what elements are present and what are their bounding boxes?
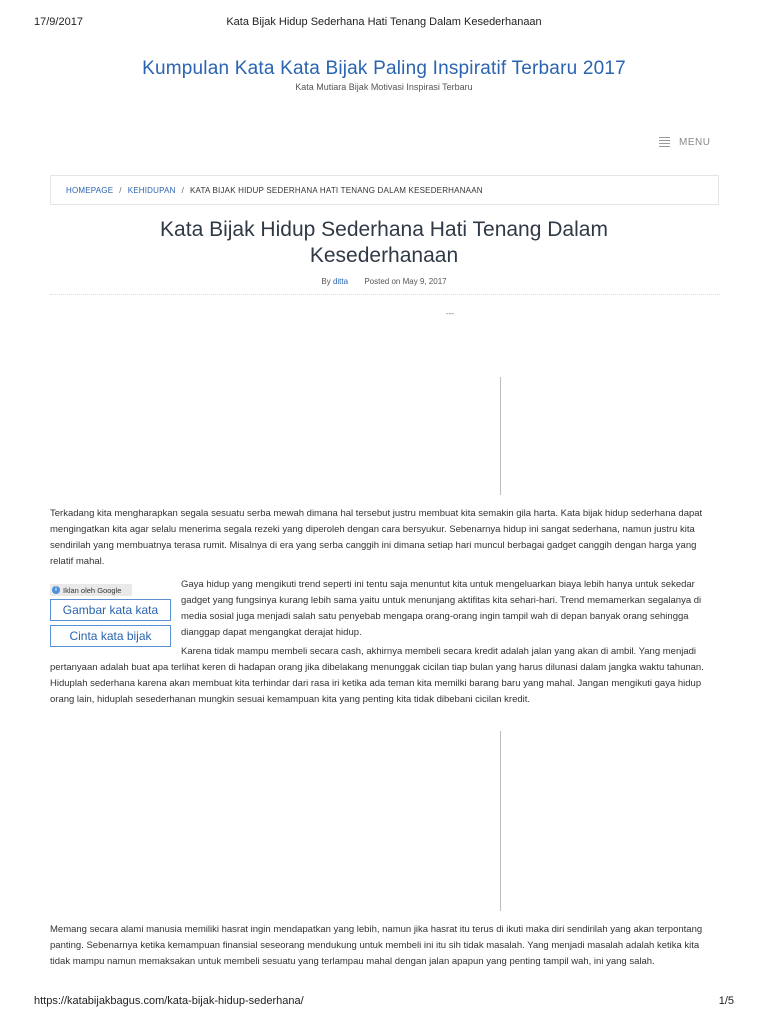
menu-button[interactable]: [659, 135, 710, 149]
post-date: May 9, 2017: [402, 277, 447, 286]
ad-link-gambar-kata-kata[interactable]: Gambar kata kata: [50, 599, 171, 621]
meta-divider: [50, 294, 720, 295]
print-date: 17/9/2017: [34, 16, 83, 28]
breadcrumb-category-link[interactable]: KEHIDUPAN: [127, 185, 176, 195]
print-page-number: 1/5: [718, 995, 734, 1007]
post-by-label: By: [321, 277, 331, 286]
breadcrumb-current: KATA BIJAK HIDUP SEDERHANA HATI TENANG DALAM KESEDERHANAAN: [190, 185, 483, 195]
print-header: [34, 16, 734, 30]
print-document-title: Kata Bijak Hidup Sederhana Hati Tenang Dalam Kesederhanaan: [226, 16, 542, 28]
content-paragraph: Terkadang kita mengharapkan segala sesuatu serba mewah dimana hal tersebut justru membuat kita semakin gila harta. Kata bijak hidup sederhana dapat mengingatkan kita agar selalu menerima segala rezeki yang diperoleh dengan cara bersyukur. Sebenarnya hidup ini sangat sederhana, namun justru kita sendirilah yang membuatnya terasa rumit. Misalnya di era yang serba canggih ini dimana setiap hari muncul berbagai gadget canggih dengan harga yang relatif mahal.: [50, 508, 703, 567]
breadcrumb: [50, 175, 719, 205]
content-paragraph: Gaya hidup yang mengikuti trend seperti ini tentu saja menuntut kita untuk mengeluarkan biaya lebih hanya untuk sekedar gadget yang fungsinya kurang lebih sama yaitu untuk menunjang aktifitas kita sehari-hari. Trend memamerkan segalanya di media sosial juga menjadi salah satu penyebab mengapa orang-orang ingin tampil wah di depan banyak orang sehingga dianggap dapat mengangkat derajat hidup.: [181, 579, 702, 638]
post-meta: [0, 277, 768, 286]
ads-by-google-label[interactable]: [50, 584, 132, 596]
ad-link-cinta-kata-bijak[interactable]: Cinta kata bijak: [50, 625, 171, 647]
google-ads-box: [50, 584, 171, 647]
breadcrumb-separator: /: [119, 185, 122, 195]
ads-label-text: Iklan oleh Google: [63, 585, 122, 595]
breadcrumb-separator: /: [181, 185, 185, 195]
breadcrumb-home-link[interactable]: HOMEPAGE: [66, 185, 114, 195]
info-icon: i: [52, 586, 60, 594]
print-footer: [34, 995, 734, 1009]
print-url: https://katabijakbagus.com/kata-bijak-hidup-sederhana/: [34, 995, 304, 1007]
ad-frame-line-top: [500, 377, 501, 495]
menu-label: MENU: [679, 136, 711, 148]
ad-frame-line-bottom: [500, 731, 501, 911]
ad-placeholder: ---: [446, 309, 454, 318]
post-posted-label: Posted on: [364, 277, 401, 286]
post-title: Kata Bijak Hidup Sederhana Hati Tenang Dalam Kesederhanaan: [160, 218, 608, 267]
site-title[interactable]: Kumpulan Kata Kata Bijak Paling Inspiratif Terbaru 2017: [142, 58, 626, 79]
site-tagline: Kata Mutiara Bijak Motivasi Inspirasi Terbaru: [295, 82, 473, 92]
content-paragraph: Karena tidak mampu membeli secara cash, akhirnya membeli secara kredit adalah jalan yang akan di ambil. Yang menjadi pertanyaan adalah buat apa terlihat keren di hadapan orang jika dibelakang menunggak cicilan tiap bulan yang harus dilunasi dalam jangka waktu tahunan. Hiduplah sederhana karena akan membuat kita terhindar dari rasa iri ketika ada teman kita memilki barang baru yang mahal. Jangan mengikuti gaya hidup orang lain, hiduplah sesederhanan mungkin sesuai kemampuan kita yang penting kita tidak dibebani cicilan kredit.: [50, 646, 704, 705]
content-paragraph: Memang secara alami manusia memiliki hasrat ingin mendapatkan yang lebih, namun jika hasrat itu terus di ikuti maka diri sendirilah yang akan terpontang panting. Sebenarnya ketika kemampuan finansial seseorang mendukung untuk membeli ini itu sih tidak masalah. Yang menjadi masalah adalah ketika kita tidak mampu namun memaksakan untuk membeli sesuatu yang terlampau mahal dengan jalan apapun yang penting tampil wah, ini yang salah.: [50, 924, 703, 967]
post-author-link[interactable]: ditta: [332, 277, 349, 286]
menu-list-icon: [659, 136, 670, 149]
